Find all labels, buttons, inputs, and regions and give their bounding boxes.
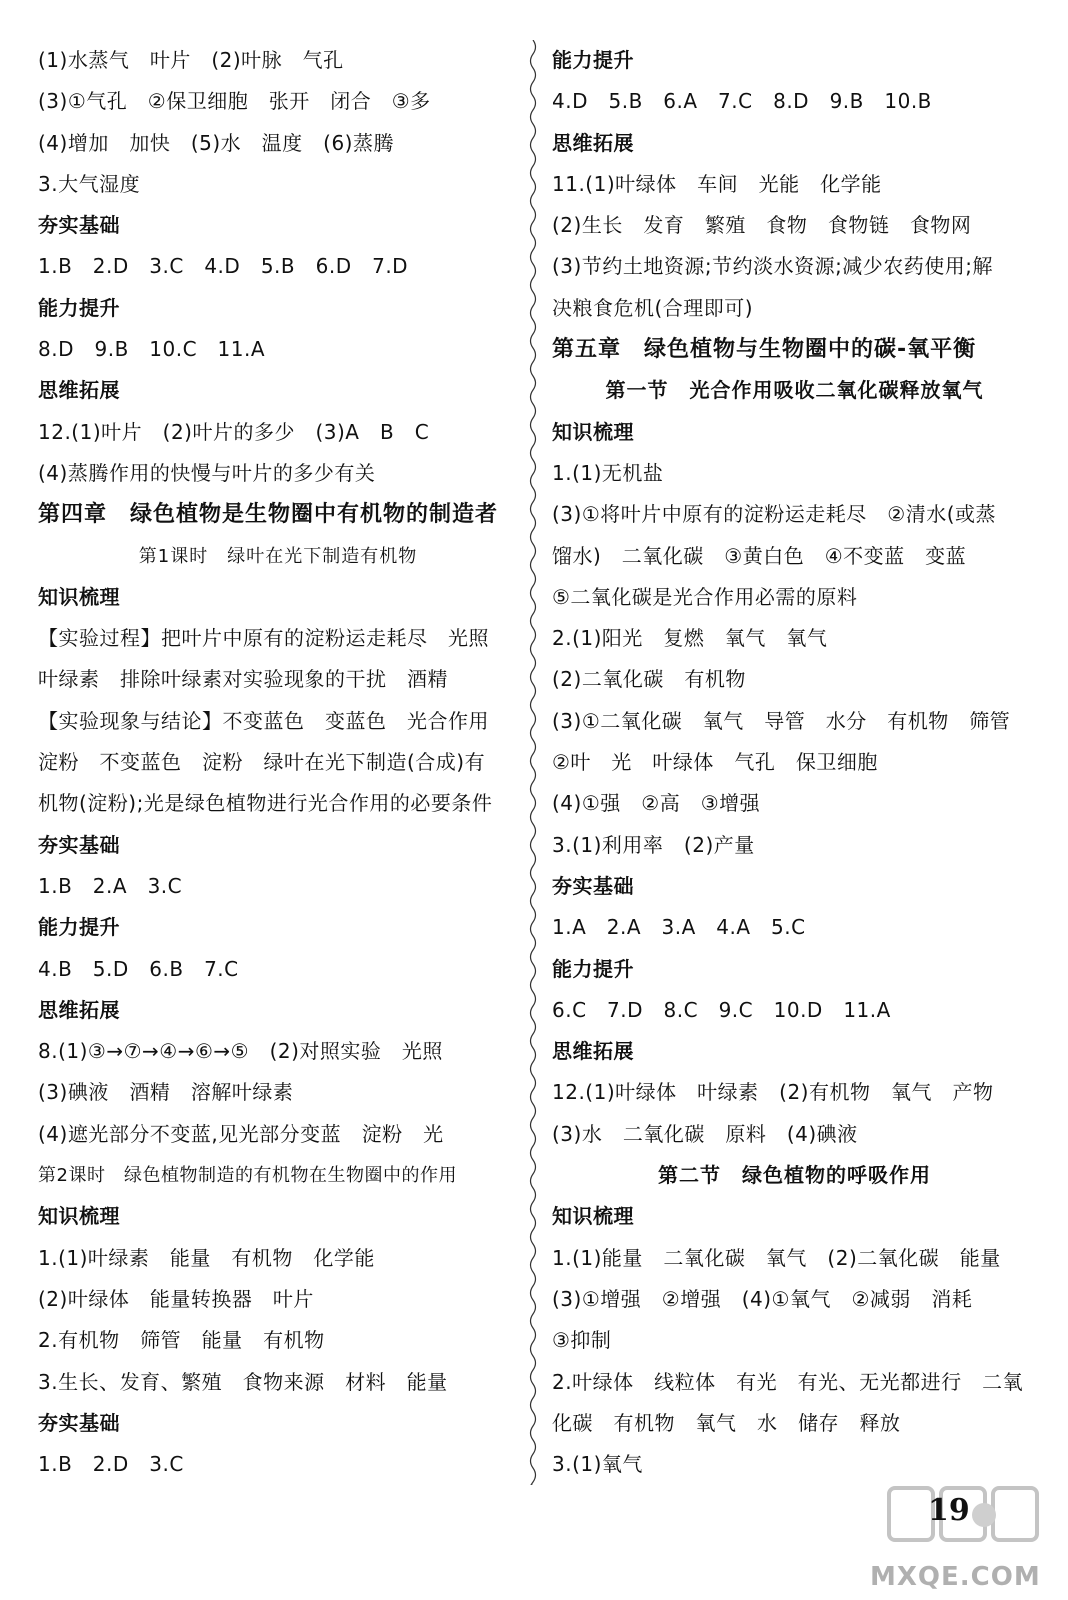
answer-line: (3)①增强 ②增强 (4)①氧气 ②减弱 消耗: [552, 1286, 973, 1311]
subsection-heading: 夯实基础: [552, 873, 634, 898]
subsection-heading: 知识梳理: [552, 1204, 634, 1229]
answer-line: 12.(1)叶绿体 叶绿素 (2)有机物 氧气 产物: [552, 1080, 994, 1105]
page-dot-decoration: [972, 1503, 996, 1527]
answer-line: (2)叶绿体 能量转换器 叶片: [38, 1286, 314, 1311]
answer-line: 3.(1)氧气: [552, 1452, 643, 1477]
answer-line: 8.D 9.B 10.C 11.A: [38, 337, 266, 362]
answer-line: 决粮食危机(合理即可): [552, 295, 754, 320]
answer-line: 淀粉 不变蓝色 淀粉 绿叶在光下制造(合成)有: [38, 750, 486, 775]
answer-line: 【实验过程】把叶片中原有的淀粉运走耗尽 光照: [38, 626, 489, 651]
subsection-heading: 能力提升: [38, 295, 120, 320]
answer-line: 馏水) 二氧化碳 ③黄白色 ④不变蓝 变蓝: [552, 543, 967, 568]
answer-line: 3.(1)利用率 (2)产量: [552, 832, 755, 857]
left-column: [38, 40, 518, 1485]
answer-line: 1.(1)无机盐: [552, 460, 664, 485]
chapter-title: 第四章 绿色植物是生物圈中有机物的制造者: [38, 502, 499, 528]
subsection-heading: 夯实基础: [38, 213, 120, 238]
subsection-heading: 思维拓展: [38, 997, 120, 1022]
answer-line: 12.(1)叶片 (2)叶片的多少 (3)A B C: [38, 419, 430, 444]
answer-line: (1)水蒸气 叶片 (2)叶脉 气孔: [38, 48, 344, 72]
section-title: 第一节 光合作用吸收二氧化碳释放氧气: [605, 378, 984, 403]
column-divider: [527, 40, 539, 1485]
answer-line: 1.B 2.D 3.C 4.D 5.B 6.D 7.D: [38, 254, 409, 279]
answer-line: ③抑制: [552, 1328, 612, 1353]
answer-line: 2.(1)阳光 复燃 氧气 氧气: [552, 626, 828, 651]
answer-line: (2)二氧化碳 有机物: [552, 667, 746, 692]
answer-line: 2.叶绿体 线粒体 有光 有光、无光都进行 二氧: [552, 1369, 1024, 1394]
lesson-title: 第1课时 绿叶在光下制造有机物: [138, 545, 418, 567]
subsection-heading: 知识梳理: [38, 1204, 120, 1229]
answer-line: (3)水 二氧化碳 原料 (4)碘液: [552, 1121, 858, 1146]
answer-line: (3)①气孔 ②保卫细胞 张开 闭合 ③多: [38, 89, 431, 114]
answer-line: (2)生长 发育 繁殖 食物 食物链 食物网: [552, 213, 972, 238]
page-number: 19: [928, 1493, 970, 1528]
subsection-heading: 能力提升: [38, 915, 120, 940]
lesson-title: 第2课时 绿色植物制造的有机物在生物圈中的作用: [38, 1165, 457, 1187]
answer-line: ⑤二氧化碳是光合作用必需的原料: [552, 584, 858, 609]
answer-line: 1.B 2.A 3.C: [38, 873, 183, 898]
subsection-heading: 能力提升: [552, 48, 634, 72]
answer-line: (3)①将叶片中原有的淀粉运走耗尽 ②清水(或蒸: [552, 502, 996, 527]
answer-line: 【实验现象与结论】不变蓝色 变蓝色 光合作用: [38, 708, 489, 733]
answer-line: (3)①二氧化碳 氧气 导管 水分 有机物 筛管: [552, 708, 1011, 733]
answer-line: (4)①强 ②高 ③增强: [552, 791, 761, 816]
chapter-title: 第五章 绿色植物与生物圈中的碳-氧平衡: [552, 337, 977, 363]
answer-line: 叶绿素 排除叶绿素对实验现象的干扰 酒精: [38, 667, 448, 692]
answer-line: 化碳 有机物 氧气 水 储存 释放: [552, 1410, 901, 1435]
answer-line: (4)蒸腾作用的快慢与叶片的多少有关: [38, 460, 376, 485]
subsection-heading: 知识梳理: [552, 419, 634, 444]
right-column: [552, 40, 1037, 1485]
answer-line: ②叶 光 叶绿体 气孔 保卫细胞: [552, 750, 878, 775]
answer-line: (4)遮光部分不变蓝,见光部分变蓝 淀粉 光: [38, 1121, 444, 1146]
subsection-heading: 思维拓展: [552, 1039, 634, 1064]
section-title: 第二节 绿色植物的呼吸作用: [658, 1163, 931, 1188]
subsection-heading: 能力提升: [552, 956, 634, 981]
answer-line: 11.(1)叶绿体 车间 光能 化学能: [552, 171, 882, 196]
subsection-heading: 夯实基础: [38, 1410, 120, 1435]
answer-line: (3)节约土地资源;节约淡水资源;减少农药使用;解: [552, 254, 994, 279]
answer-line: 1.(1)叶绿素 能量 有机物 化学能: [38, 1245, 375, 1270]
answer-line: 4.D 5.B 6.A 7.C 8.D 9.B 10.B: [552, 89, 932, 114]
answer-line: 3.大气湿度: [38, 171, 141, 196]
answer-line: 8.(1)③→⑦→④→⑥→⑤ (2)对照实验 光照: [38, 1039, 443, 1064]
answer-line: 1.(1)能量 二氧化碳 氧气 (2)二氧化碳 能量: [552, 1245, 1001, 1270]
subsection-heading: 思维拓展: [38, 378, 120, 403]
answer-line: (3)碘液 酒精 溶解叶绿素: [38, 1080, 294, 1105]
answer-line: (4)增加 加快 (5)水 温度 (6)蒸腾: [38, 130, 394, 155]
answer-line: 机物(淀粉);光是绿色植物进行光合作用的必要条件: [38, 791, 493, 816]
subsection-heading: 思维拓展: [552, 130, 634, 155]
answer-line: 1.B 2.D 3.C: [38, 1452, 184, 1477]
subsection-heading: 夯实基础: [38, 832, 120, 857]
answer-line: 6.C 7.D 8.C 9.C 10.D 11.A: [552, 997, 891, 1022]
watermark-site-text: MXQE.COM: [870, 1562, 1041, 1592]
subsection-heading: 知识梳理: [38, 584, 120, 609]
answer-line: 3.生长、发育、繁殖 食物来源 材料 能量: [38, 1369, 448, 1394]
answer-line: 1.A 2.A 3.A 4.A 5.C: [552, 915, 806, 940]
answer-line: 4.B 5.D 6.B 7.C: [38, 956, 239, 981]
answer-line: 2.有机物 筛管 能量 有机物: [38, 1328, 325, 1353]
